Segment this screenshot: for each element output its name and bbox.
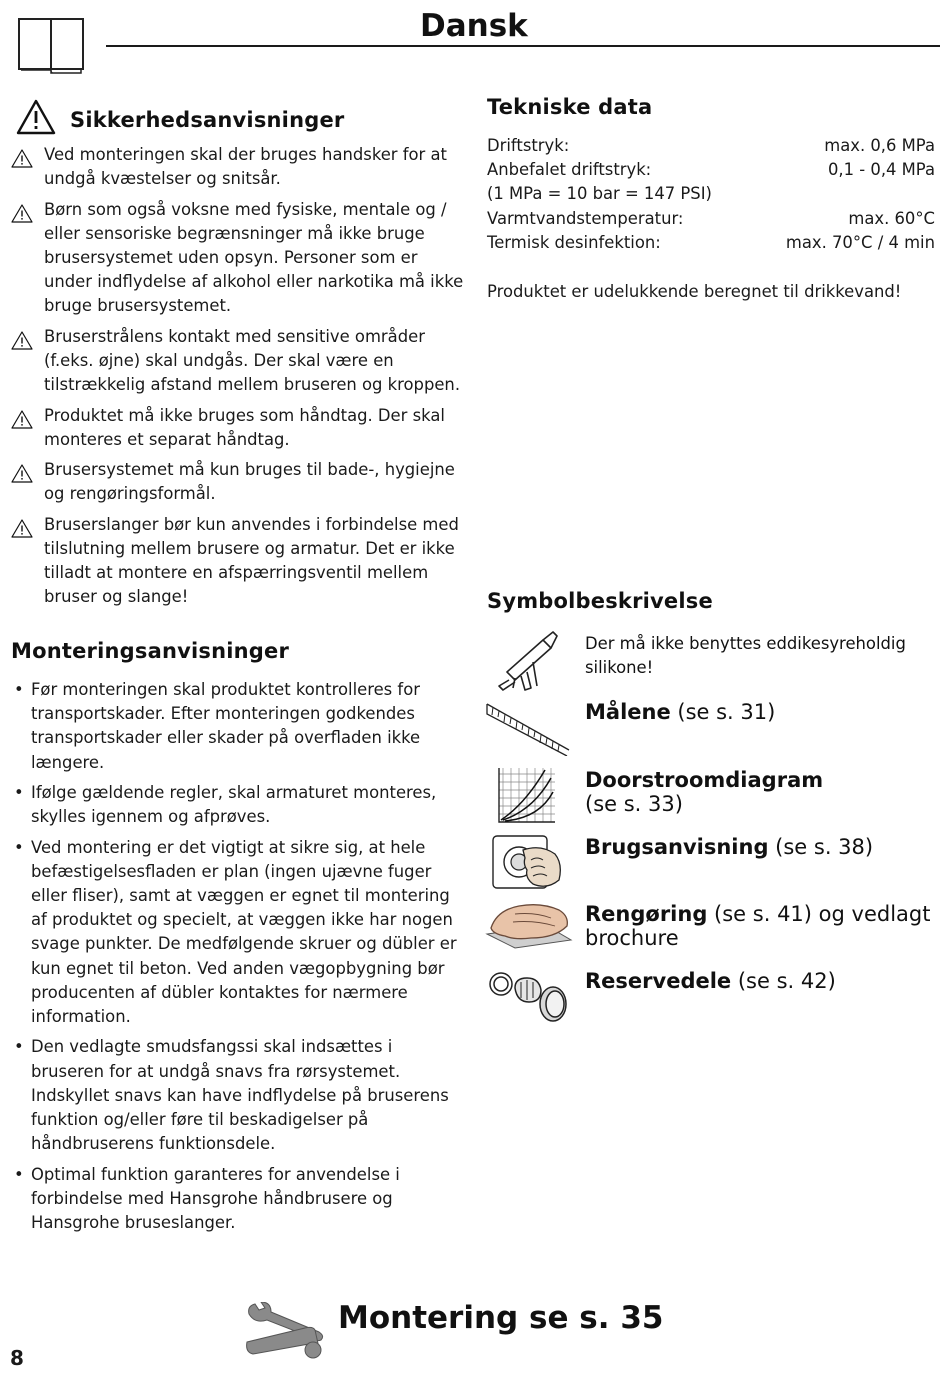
tech-data-label: (1 MPa = 10 bar = 147 PSI): [487, 184, 712, 204]
tech-data-note: Produktet er udelukkende beregnet til drikkevand!: [487, 282, 902, 301]
flow-diagram-icon: [485, 764, 573, 826]
tech-data-table: [487, 134, 935, 255]
bullet-marker: •: [14, 1164, 24, 1184]
symbol-dimensions-bold: Målene: [585, 700, 671, 724]
symbol-spare-ref: (se s. 42): [731, 969, 836, 993]
tech-data-value: max. 70°C / 4 min: [785, 232, 935, 252]
safety-item: [10, 513, 470, 610]
symbol-spare-text: [585, 969, 935, 993]
tech-data-title: Tekniske data: [487, 95, 653, 119]
symbol-flow-ref: (se s. 33): [585, 792, 683, 816]
symbol-spare-bold: Reservedele: [585, 969, 732, 993]
safety-list: [10, 143, 470, 616]
symbol-flow-text: [585, 768, 935, 816]
symbol-cleaning-text: [585, 902, 935, 950]
page-title: Dansk: [420, 8, 528, 44]
mounting-item-text: Ifølge gældende regler, skal armaturet monteres, skylles igennem og afprøves.: [31, 783, 437, 827]
tech-data-row: [487, 207, 935, 231]
mounting-item-text: Den vedlagte smudsfangssi skal indsættes i bruseren for at undgå snavs fra rørsystemet. Indskyllet snavs kan have indflydelse på bruserens funktion og/eller føre til beskadigelser på håndbruserens funktionsdele.: [31, 1037, 449, 1154]
symbol-cleaning-ref: (se s. 41) og vedlagt brochure: [585, 902, 931, 950]
bullet-marker: •: [14, 680, 24, 699]
symbol-dimensions-text: [585, 700, 935, 724]
tech-data-value: 0,1 - 0,4 MPa: [827, 160, 935, 180]
safety-item: [10, 325, 470, 398]
safety-item-text: Bruserstrålens kontakt med sensitive områder (f.eks. øjne) skal undgås. Der skal være en tilstrækkelig afstand mellem bruseren og kroppen.: [44, 326, 461, 395]
tech-data-label: Varmtvandstemperatur:: [487, 208, 684, 228]
safety-item-text: Ved monteringen skal der bruges handsker for at undgå kvæstelser og snitsår.: [44, 145, 447, 189]
symbol-cleaning-bold: Rengøring: [585, 902, 708, 926]
hand-operating-icon: [485, 830, 573, 892]
safety-item: [10, 198, 470, 319]
mounting-list: [11, 678, 469, 1241]
hand-cleaning-icon: [485, 898, 573, 952]
header-rule: [106, 45, 940, 47]
warning-triangle-icon: [16, 99, 56, 135]
safety-item-text: Brusersystemet må kun bruges til bade-, hygiejne og rengøringsformål.: [44, 460, 455, 504]
symbol-usage-ref: (se s. 38): [768, 835, 874, 859]
symbol-usage-bold: Brugsanvisning: [585, 835, 769, 859]
safety-item: [10, 458, 470, 506]
tech-data-row: [487, 231, 935, 255]
safety-section-title: Sikkerhedsanvisninger: [70, 108, 345, 132]
tech-data-label: Anbefalet driftstryk:: [487, 160, 652, 180]
tech-data-value: max. 60°C: [848, 208, 935, 228]
page-number: 8: [10, 1346, 24, 1370]
mounting-item: [11, 836, 469, 1030]
tech-data-label: Driftstryk:: [487, 136, 570, 155]
silicone-gun-icon: [485, 628, 573, 692]
tech-data-label: Termisk desinfektion:: [487, 232, 661, 252]
symbol-usage-text: [585, 835, 935, 859]
symbol-flow-bold: Doorstroomdiagram: [585, 768, 824, 792]
safety-item-text: Børn som også voksne med fysiske, mentale og / eller sensoriske begrænsninger må ikke bruge brusersystemet uden opsyn. Personer som er under indflydelse af alkohol eller narkotika må ikke bruge brusersystemet.: [44, 199, 464, 316]
mounting-item: [11, 1163, 469, 1236]
symbols-section-title: Symbolbeskrivelse: [487, 589, 713, 613]
ruler-icon: [485, 700, 573, 756]
bullet-marker: •: [14, 837, 24, 857]
mounting-item: [11, 781, 469, 829]
mounting-item-text: Optimal funktion garanteres for anvendelse i forbindelse med Hansgrohe håndbrusere og Hansgrohe bruseslanger.: [31, 1164, 400, 1233]
footer-mounting-reference: Montering se s. 35: [338, 1300, 664, 1336]
mounting-item-text: Før monteringen skal produktet kontrolleres for transportskader. Efter monteringen godkendes transportskader eller skader på overfladen ikke længere.: [31, 680, 421, 772]
bullet-marker: •: [14, 1037, 24, 1057]
safety-item: [10, 404, 470, 452]
safety-item: [10, 143, 470, 191]
spare-parts-icon: [485, 962, 573, 1026]
tech-data-value: max. 0,6 MPa: [824, 136, 935, 155]
safety-item-text: Bruserslanger bør kun anvendes i forbindelse med tilslutning mellem brusere og armatur. Det er ikke tilladt at montere en afspærringsventil mellem bruser og slange!: [44, 514, 459, 607]
symbol-dimensions-ref: (se s. 31): [670, 700, 776, 724]
tech-data-row: [487, 134, 935, 158]
tech-data-row: [487, 158, 935, 182]
mounting-item: [11, 1035, 469, 1156]
tech-data-row: [487, 182, 935, 206]
mounting-item: [11, 678, 469, 775]
safety-item-text: Produktet må ikke bruges som håndtag. Der skal monteres et separat håndtag.: [44, 405, 445, 449]
mounting-section-title: Monteringsanvisninger: [11, 639, 290, 663]
wrench-icon: [243, 1302, 327, 1362]
mounting-item-text: Ved montering er det vigtigt at sikre sig, at hele befæstigelsesfladen er plan (ingen ujævne fuger eller fliser), samt at væggen er egnet til montering af produktet og specielt, at væggen ikke har nogen svage punkter. De medfølgende skruer og dübler er kun egnet til beton. Ved anden vægopbygning bør producenten af dübler kontaktes for nærmere information.: [31, 837, 457, 1027]
open-book-icon: [18, 18, 86, 74]
symbol-silicone-text: Der må ikke benyttes eddikesyreholdig silikone!: [585, 634, 906, 678]
bullet-marker: •: [14, 783, 24, 802]
